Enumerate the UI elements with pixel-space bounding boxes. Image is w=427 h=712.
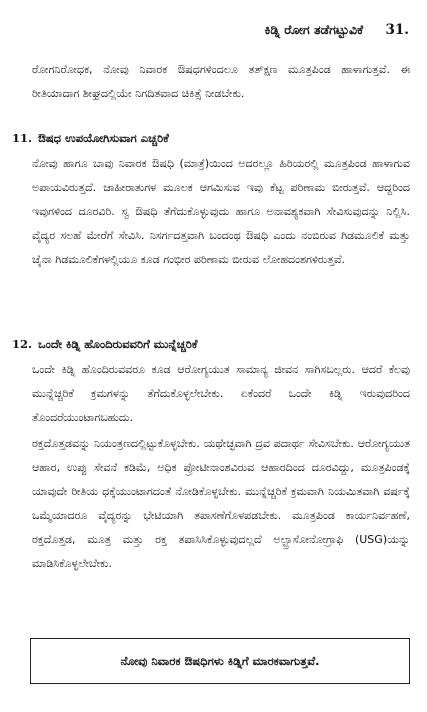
intro-paragraph: ರೋಗನಿರೋಧಕ, ನೋವು ನಿವಾರಕ ಔಷಧಗಳಿಂದಲೂ ತತ್‌ಕ್ಷಣ ಮೂತ್ರಪಿಂಡ ಹಾಳಾಗುತ್ತವೆ. ಈ ರೀತಿಯಾದಾಗ ಶೀಘ್ರದಲ್ಲಿಯೇ ನಿಗದಿತವಾದ ಚಿಕಿತ್ಸೆ ನೀಡಬೇಕು. <box>32 63 410 100</box>
section-title: ಒಂದೇ ಕಿಡ್ನಿ ಹೊಂದಿರುವವರಿಗೆ ಮುನ್ನೆಚ್ಚರಿಕೆ <box>38 337 198 351</box>
running-header <box>264 22 409 38</box>
section-12-paragraph-1: ಒಂದೇ ಕಿಡ್ನಿ ಹೊಂದಿರುವವರೂ ಕೂಡ ಆರೋಗ್ಯಯುತ ಸಾಮಾನ್ಯ ಜೀವನ ಸಾಗಿಸಬಲ್ಲರು. ಆದರೆ ಕೆಲವು ಮುನ್ನೆಚ್ಚರಿಕೆ ಕ್ರಮಗಳನ್ನು ತೆಗೆದುಕೊಳ್ಳಲೇಬೇಕು. ಏಕೆಂದರೆ ಒಂದೇ ಕಿಡ್ನಿ ಇರುವುದರಿಂದ ತೊಂದರೆಯುಂಟಾಗಬಹುದು. <box>32 363 410 424</box>
section-title: ಔಷಧ ಉಪಯೋಗಿಸುವಾಗ ಎಚ್ಚರಿಕೆ <box>38 131 169 145</box>
note-box <box>30 638 410 684</box>
note-text: ನೋವು ನಿವಾರಕ ಔಷಧಿಗಳು ಕಿಡ್ನಿಗೆ ಮಾರಕವಾಗುತ್ತವೆ. <box>120 653 320 668</box>
section-12-paragraph-2: ರಕ್ತದೊತ್ತಡವನ್ನು ನಿಯಂತ್ರಣದಲ್ಲಿಟ್ಟುಕೊಳ್ಳಬೇಕು. ಯಥೇಚ್ಛವಾಗಿ ದ್ರವ ಪದಾರ್ಥ ಸೇವಿಸಬೇಕು. ಆರೋಗ್ಯಯುತ ಆಹಾರ, ಉಪ್ಪು ಸೇವನೆ ಕಡಿಮೆ, ಅಧಿಕ ಪ್ರೋಟೀನಾಂಶವಿರುವ ಆಹಾರದಿಂದ ದೂರವಿದ್ದು, ಮೂತ್ರಪಿಂಡಕ್ಕೆ ಯಾವುದೇ ರೀತಿಯ ಧಕ್ಕೆಯುಂಟಾಗದಂತೆ ನೋಡಿಕೊಳ್ಳಬೇಕು. ಮುನ್ನೆಚ್ಚರಿಕೆ ಕ್ರಮವಾಗಿ ನಿಯಮಿತವಾಗಿ ವರ್ಷಕ್ಕೆ ಒಮ್ಮೆಯಾದರೂ ವೈದ್ಯರನ್ನು ಭೇಟಿಯಾಗಿ ತಪಾಸಣೆಗೊಳಪಡಬೇಕು. ಮೂತ್ರಪಿಂಡ ಕಾರ್ಯನಿರ್ವಹಣೆ, ರಕ್ತದೊತ್ತಡ, ಮೂತ್ರ ಮತ್ತು ರಕ್ತ ತಪಾಸಿಸಿಕೊಳ್ಳುವುದಲ್ಲದೆ ಅಲ್ಟ್ರಾಸೋನೋಗ್ರಾಫಿ (USG)ಯನ್ನು ಮಾಡಿಸಿಕೊಳ್ಳಲೇಬೇಕು. <box>32 437 410 570</box>
header-title: ಕಿಡ್ನಿ ರೋಗ ತಡೆಗಟ್ಟುವಿಕೆ <box>264 22 364 37</box>
section-heading-12 <box>12 334 197 354</box>
page-number: 31. <box>385 22 409 38</box>
section-number: 11. <box>12 131 33 145</box>
section-number: 12. <box>12 337 33 351</box>
section-11-paragraph: ನೋವು ಹಾಗೂ ಬಾವು ನಿವಾರಕ ಔಷಧಿ (ಮಾತ್ರೆ)ಯಿಂದ ಅದರಲ್ಲೂ ಹಿರಿಯರಲ್ಲಿ ಮೂತ್ರಪಿಂಡ ಹಾಳಾಗುವ ಅಪಾಯವಿರುತ್ತದೆ. ಜಾಹೀರಾತುಗಳ ಮೂಲಕ ಆಗಮಿಸುವ ಇವು ಕೆಟ್ಟ ಪರಿಣಾಮ ಬೀರುತ್ತವೆ. ಆದ್ದರಿಂದ ಇವುಗಳಿಂದ ದೂರವಿರಿ. ಸ್ವ ಔಷಧಿ ತೆಗೆದುಕೊಳ್ಳುವುದು ಹಾಗೂ ಅನಾವಶ್ಯಕವಾಗಿ ಸೇವಿಸುವುದನ್ನು ನಿಲ್ಲಿಸಿ. ವೈದ್ಯರ ಸಲಹೆ ಮೇರೆಗೆ ಸೇವಿಸಿ. ನಿಸರ್ಗದತ್ತವಾಗಿ ಬಂದಂಥ ಔಷಧಿ ಎಂದು ನಂಬಿರುವ ಗಿಡಮೂಲಿಕೆ ಮತ್ತು ಚೈನಾ ಗಿಡಮೂಲಿಕೆಗಳಲ್ಲಿಯೂ ಕೂಡ ಗಂಭೀರ ಪರಿಣಾಮ ಬೀರುವ ಲೋಹದಂಶಗಳಿರುತ್ತವೆ. <box>32 157 410 266</box>
section-heading-11 <box>12 128 169 148</box>
